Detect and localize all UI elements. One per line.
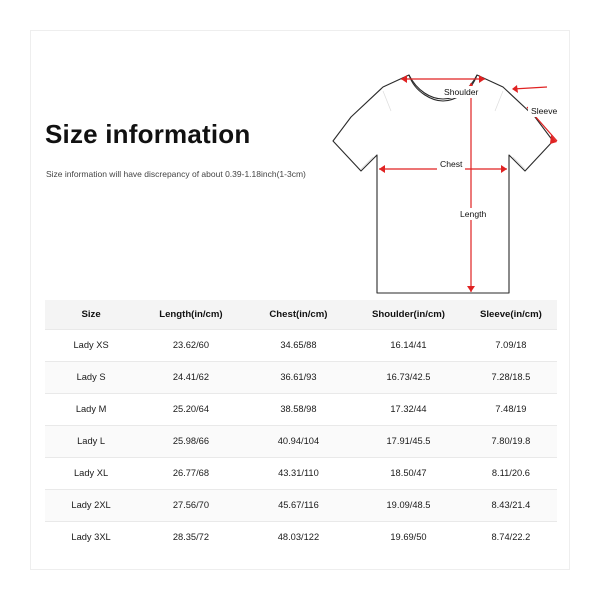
cell-length: 25.20/64 <box>137 393 245 425</box>
column-header-shoulder: Shoulder(in/cm) <box>352 300 465 329</box>
cell-chest: 34.65/88 <box>245 329 353 361</box>
column-header-length: Length(in/cm) <box>137 300 245 329</box>
table-row <box>45 425 557 457</box>
table-row <box>45 361 557 393</box>
cell-shoulder: 16.14/41 <box>352 329 465 361</box>
cell-size: Lady L <box>45 425 137 457</box>
cell-length: 25.98/66 <box>137 425 245 457</box>
cell-sleeve: 8.43/21.4 <box>465 489 557 521</box>
cell-shoulder: 16.73/42.5 <box>352 361 465 393</box>
cell-chest: 38.58/98 <box>245 393 353 425</box>
cell-chest: 45.67/116 <box>245 489 353 521</box>
page-title: Size information <box>45 119 251 149</box>
table-row <box>45 393 557 425</box>
cell-length: 23.62/60 <box>137 329 245 361</box>
size-chart-card <box>30 30 570 570</box>
table-row <box>45 489 557 521</box>
cell-length: 26.77/68 <box>137 457 245 489</box>
column-header-sleeve: Sleeve(in/cm) <box>465 300 557 329</box>
column-header-size: Size <box>45 300 137 329</box>
cell-chest: 48.03/122 <box>245 521 353 553</box>
label-sleeve: Sleeve <box>528 105 560 117</box>
table-body <box>45 329 557 553</box>
cell-sleeve: 8.11/20.6 <box>465 457 557 489</box>
cell-size: Lady XL <box>45 457 137 489</box>
cell-chest: 36.61/93 <box>245 361 353 393</box>
tshirt-body-shape <box>333 75 553 293</box>
cell-sleeve: 7.48/19 <box>465 393 557 425</box>
cell-size: Lady XS <box>45 329 137 361</box>
cell-size: Lady 3XL <box>45 521 137 553</box>
label-shoulder: Shoulder <box>441 86 481 98</box>
cell-chest: 40.94/104 <box>245 425 353 457</box>
cell-sleeve: 7.28/18.5 <box>465 361 557 393</box>
cell-size: Lady M <box>45 393 137 425</box>
cell-length: 28.35/72 <box>137 521 245 553</box>
cell-chest: 43.31/110 <box>245 457 353 489</box>
table-row <box>45 457 557 489</box>
size-table-wrapper <box>45 300 557 553</box>
cell-size: Lady 2XL <box>45 489 137 521</box>
size-table <box>45 300 557 553</box>
column-header-chest: Chest(in/cm) <box>245 300 353 329</box>
cell-shoulder: 19.69/50 <box>352 521 465 553</box>
cell-length: 24.41/62 <box>137 361 245 393</box>
size-discrepancy-note: Size information will have discrepancy of about 0.39-1.18inch(1-3cm) <box>46 169 306 179</box>
label-length: Length <box>457 208 489 220</box>
cell-sleeve: 7.09/18 <box>465 329 557 361</box>
table-header-row <box>45 300 557 329</box>
table-row <box>45 521 557 553</box>
cell-shoulder: 18.50/47 <box>352 457 465 489</box>
cell-sleeve: 7.80/19.8 <box>465 425 557 457</box>
label-chest: Chest <box>437 158 465 170</box>
cell-size: Lady S <box>45 361 137 393</box>
tshirt-diagram-svg <box>321 45 566 295</box>
cell-length: 27.56/70 <box>137 489 245 521</box>
cell-shoulder: 17.91/45.5 <box>352 425 465 457</box>
cell-shoulder: 19.09/48.5 <box>352 489 465 521</box>
table-row <box>45 329 557 361</box>
cell-shoulder: 17.32/44 <box>352 393 465 425</box>
cell-sleeve: 8.74/22.2 <box>465 521 557 553</box>
table-header <box>45 300 557 329</box>
tshirt-illustration <box>321 45 566 295</box>
